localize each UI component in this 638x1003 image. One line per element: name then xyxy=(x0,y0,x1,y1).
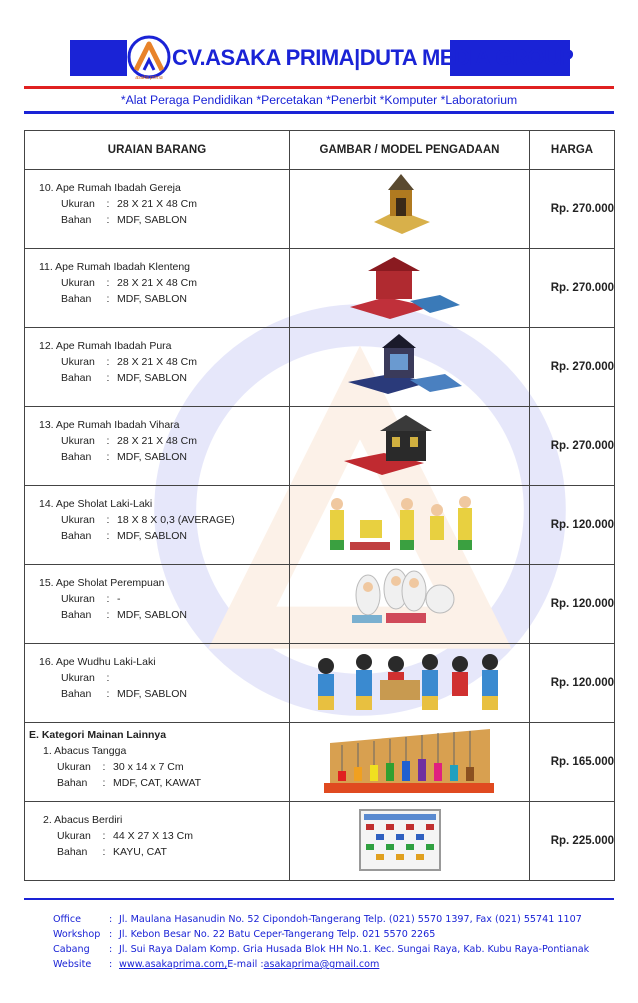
separator: : xyxy=(106,609,110,621)
item-price: Rp. 270.000 xyxy=(530,170,615,249)
size-label: Ukuran xyxy=(57,761,91,773)
footer-blue-rule xyxy=(24,898,614,900)
separator: : xyxy=(106,514,110,526)
size-value: 28 X 21 X 48 Cm xyxy=(117,435,197,447)
workshop-address: Jl. Kebon Besar No. 22 Batu Ceper-Tangerang Telp. 021 5570 2265 xyxy=(119,929,436,940)
item-price: Rp. 165.000 xyxy=(530,723,615,802)
size-value: 28 X 21 X 48 Cm xyxy=(117,277,197,289)
header-red-rule xyxy=(24,86,614,89)
material-label: Bahan xyxy=(61,372,92,384)
item-title: 14. Ape Sholat Laki-Laki xyxy=(39,498,153,510)
workshop-label: Workshop xyxy=(53,929,101,940)
separator: : xyxy=(106,214,110,226)
item-image-cell xyxy=(290,723,530,802)
footer-colon: : xyxy=(109,914,113,925)
material-label: Bahan xyxy=(61,688,92,700)
size-label: Ukuran xyxy=(61,277,95,289)
separator: : xyxy=(106,198,110,210)
separator: : xyxy=(106,688,110,700)
prayer-women-figures-image xyxy=(290,565,530,643)
separator: : xyxy=(102,761,106,773)
item-title: 15. Ape Sholat Perempuan xyxy=(39,577,165,589)
material-value: MDF, SABLON xyxy=(117,372,188,384)
item-description xyxy=(25,170,290,249)
item-description xyxy=(25,249,290,328)
separator: : xyxy=(102,777,106,789)
size-label: Ukuran xyxy=(61,435,95,447)
table-row xyxy=(25,170,615,249)
item-price: Rp. 270.000 xyxy=(530,249,615,328)
item-price: Rp. 120.000 xyxy=(530,644,615,723)
separator: : xyxy=(106,672,110,684)
material-label: Bahan xyxy=(57,777,88,789)
material-label: Bahan xyxy=(61,214,92,226)
item-description xyxy=(25,486,290,565)
office-address: Jl. Maulana Hasanudin No. 52 Cipondoh-Tangerang Telp. (021) 5570 1397, Fax (021) 55741 1107 xyxy=(119,914,582,925)
item-title: 2. Abacus Berdiri xyxy=(43,814,123,826)
prayer-figures-image xyxy=(290,486,530,564)
separator: : xyxy=(106,451,110,463)
separator: : xyxy=(102,846,106,858)
church-model-image xyxy=(290,170,530,248)
tagline: *Alat Peraga Pendidikan *Percetakan *Penerbit *Komputer *Laboratorium xyxy=(120,93,518,107)
wudhu-figures-image xyxy=(290,644,530,722)
size-value: 28 X 21 X 48 Cm xyxy=(117,198,197,210)
separator: : xyxy=(106,435,110,447)
material-value: MDF, SABLON xyxy=(117,530,188,542)
footer-colon: : xyxy=(109,944,113,955)
size-label: Ukuran xyxy=(57,830,91,842)
size-label: Ukuran xyxy=(61,593,95,605)
column-header-image: GAMBAR / MODEL PENGADAAN xyxy=(290,131,530,170)
footer-contact xyxy=(53,912,589,972)
separator: : xyxy=(106,530,110,542)
material-label: Bahan xyxy=(61,530,92,542)
footer-colon: : xyxy=(109,959,113,970)
branch-label: Cabang xyxy=(53,944,90,955)
separator: : xyxy=(106,593,110,605)
size-label: Ukuran xyxy=(61,514,95,526)
table-row xyxy=(25,328,615,407)
table-row xyxy=(25,565,615,644)
item-image-cell xyxy=(290,802,530,881)
item-title: 1. Abacus Tangga xyxy=(43,745,127,757)
item-image-cell xyxy=(290,407,530,486)
branch-address: Jl. Sui Raya Dalam Komp. Gria Husada Blok HH No.1. Kec. Sungai Raya, Kab. Kubu Raya-Pontianak xyxy=(119,944,590,955)
item-price: Rp. 225.000 xyxy=(530,802,615,881)
size-value: 30 x 14 x 7 Cm xyxy=(113,761,184,773)
abacus-stairs-image xyxy=(290,723,530,801)
separator: : xyxy=(106,293,110,305)
item-title: 12. Ape Rumah Ibadah Pura xyxy=(39,340,172,352)
item-description xyxy=(25,723,290,802)
product-table xyxy=(24,130,615,881)
item-description xyxy=(25,328,290,407)
separator: : xyxy=(106,356,110,368)
material-label: Bahan xyxy=(57,846,88,858)
item-description xyxy=(25,407,290,486)
header-blue-block-left xyxy=(70,40,127,76)
item-image-cell xyxy=(290,249,530,328)
material-label: Bahan xyxy=(61,609,92,621)
item-title: 16. Ape Wudhu Laki-Laki xyxy=(39,656,156,668)
email-link[interactable]: asakaprima@gmail.com xyxy=(263,959,380,970)
table-row xyxy=(25,644,615,723)
size-value: 44 X 27 X 13 Cm xyxy=(113,830,193,842)
item-price: Rp. 120.000 xyxy=(530,565,615,644)
column-header-price: HARGA xyxy=(530,131,615,170)
footer-colon: : xyxy=(109,929,113,940)
item-description xyxy=(25,802,290,881)
size-value: - xyxy=(117,593,121,605)
item-price: Rp. 270.000 xyxy=(530,407,615,486)
vihara-model-image xyxy=(290,407,530,485)
abacus-standing-board-image xyxy=(290,802,530,880)
material-label: Bahan xyxy=(61,293,92,305)
item-image-cell xyxy=(290,565,530,644)
item-image-cell xyxy=(290,644,530,723)
size-value: 28 X 21 X 48 Cm xyxy=(117,356,197,368)
table-row xyxy=(25,407,615,486)
email-prefix: E-mail : xyxy=(227,959,264,970)
size-label: Ukuran xyxy=(61,198,95,210)
item-description xyxy=(25,565,290,644)
item-image-cell xyxy=(290,486,530,565)
item-title: 13. Ape Rumah Ibadah Vihara xyxy=(39,419,180,431)
material-value: MDF, SABLON xyxy=(117,293,188,305)
size-value: 18 X 8 X 0,3 (AVERAGE) xyxy=(117,514,235,526)
table-row xyxy=(25,486,615,565)
pura-model-image xyxy=(290,328,530,406)
header-blue-rule xyxy=(24,111,614,114)
material-value: MDF, CAT, KAWAT xyxy=(113,777,202,789)
table-row xyxy=(25,802,615,881)
temple-model-image xyxy=(290,249,530,327)
separator: : xyxy=(102,830,106,842)
table-header-row xyxy=(25,131,615,170)
item-title: 11. Ape Rumah Ibadah Klenteng xyxy=(39,261,191,273)
item-price: Rp. 120.000 xyxy=(530,486,615,565)
category-title: E. Kategori Mainan Lainnya xyxy=(29,729,167,741)
material-value: MDF, SABLON xyxy=(117,451,188,463)
brand-name: CV.ASAKA PRIMA|DUTA MEDIA GROUP xyxy=(172,45,574,70)
item-title: 10. Ape Rumah Ibadah Gereja xyxy=(39,182,181,194)
logo-caption: asaka prima xyxy=(135,75,163,81)
material-value: MDF, SABLON xyxy=(117,609,188,621)
separator: : xyxy=(106,372,110,384)
material-value: KAYU, CAT xyxy=(113,846,167,858)
size-label: Ukuran xyxy=(61,672,95,684)
item-image-cell xyxy=(290,170,530,249)
table-row xyxy=(25,723,615,802)
website-label: Website xyxy=(53,959,92,970)
item-price: Rp. 270.000 xyxy=(530,328,615,407)
material-value: MDF, SABLON xyxy=(117,214,188,226)
material-value: MDF, SABLON xyxy=(117,688,188,700)
website-link[interactable]: www.asakaprima.com, xyxy=(119,959,228,970)
item-description xyxy=(25,644,290,723)
column-header-description: URAIAN BARANG xyxy=(25,131,290,170)
office-label: Office xyxy=(53,914,82,925)
table-row xyxy=(25,249,615,328)
size-label: Ukuran xyxy=(61,356,95,368)
item-image-cell xyxy=(290,328,530,407)
material-label: Bahan xyxy=(61,451,92,463)
separator: : xyxy=(106,277,110,289)
